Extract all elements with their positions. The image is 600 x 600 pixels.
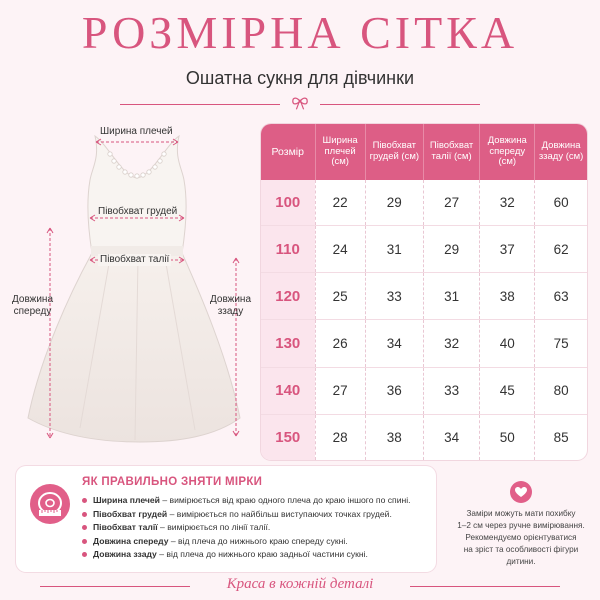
table-cell: 28 [315, 414, 365, 460]
table-cell: 33 [365, 273, 423, 320]
table-cell: 34 [423, 414, 479, 460]
table-row [261, 273, 587, 320]
note-line: Рекомендуємо орієнтуватися [465, 533, 577, 542]
list-item: Півобхват грудей – вимірюється по найбільш виступаючих точках грудей. [82, 508, 411, 522]
note-line: на зріст та особливості фігури [463, 545, 579, 554]
table-cell: 85 [553, 429, 569, 445]
note-line: 1–2 см через ручне вимірювання. [457, 521, 585, 530]
list-item: Довжина спереду – від плеча до нижнього краю спереду сукні. [82, 535, 411, 549]
label-shoulders: Ширина плечей [100, 126, 173, 137]
table-cell: 80 [535, 367, 587, 414]
label-front-length: Довжина спереду [12, 294, 54, 317]
header-shoulders: Ширина плечей (см) [315, 124, 365, 180]
measurement-note [446, 480, 596, 568]
header-waist: Півобхват талії (см) [423, 124, 479, 180]
table-cell: 27 [423, 180, 479, 226]
table-cell: 45 [480, 367, 535, 414]
table-row [261, 320, 587, 367]
list-item: Півобхват талії – вимірюється по лінії талії. [82, 521, 411, 535]
footer [0, 576, 600, 596]
table-cell: 36 [365, 367, 423, 414]
size-cell: 130 [261, 320, 315, 367]
bow-icon [291, 94, 309, 112]
how-to-measure-panel [16, 466, 436, 572]
list-item: Ширина плечей – вимірюється від краю одного плеча до краю іншого по спині. [82, 494, 411, 508]
table-cell: 63 [535, 273, 587, 320]
table-cell: 24 [315, 226, 365, 273]
how-to-list [82, 494, 411, 562]
table-cell: 40 [480, 320, 535, 367]
table-cell: 34 [365, 320, 423, 367]
header-chest: Півобхват грудей (см) [365, 124, 423, 180]
table-row [261, 367, 587, 414]
table-row [261, 414, 587, 460]
table-cell: 33 [423, 367, 479, 414]
size-cell: 110 [261, 226, 315, 273]
title-divider [120, 98, 480, 112]
table-cell: 22 [315, 180, 365, 226]
page-title: РОЗМІРНА СІТКА [81, 7, 519, 58]
table-cell: 29 [423, 226, 479, 273]
label-back-length: Довжина ззаду [210, 294, 252, 317]
measuring-tape-icon [30, 484, 70, 524]
label-chest: Півобхват грудей [98, 206, 178, 217]
table-header-row [261, 124, 587, 180]
table-cell: 25 [315, 273, 365, 320]
size-cell: 150 [261, 414, 315, 460]
table-row [261, 226, 587, 273]
footer-tagline: Краса в кожній деталі [226, 576, 374, 592]
table-cell: 37 [480, 226, 535, 273]
list-item: Довжина ззаду – від плеча до нижнього краю задньої частини сукні. [82, 548, 411, 562]
header-back-length: Довжина ззаду (см) [535, 124, 587, 180]
table-cell: 38 [365, 414, 423, 460]
table-cell: 29 [365, 180, 423, 226]
table-cell: 32 [480, 180, 535, 226]
table-cell: 31 [365, 226, 423, 273]
table-cell: 50 [480, 414, 535, 460]
table-cell: 75 [535, 320, 587, 367]
table-cell: 62 [535, 226, 587, 273]
header-front-length: Довжина спереду (см) [480, 124, 535, 180]
size-cell: 140 [261, 367, 315, 414]
size-cell: 100 [261, 180, 315, 226]
size-cell: 120 [261, 273, 315, 320]
table-cell: 26 [315, 320, 365, 367]
note-line: Заміри можуть мати похибку [466, 509, 576, 518]
note-line: дитини. [506, 557, 536, 566]
label-waist: Півобхват талії [100, 254, 170, 265]
dress-illustration [0, 118, 262, 463]
table-cell: 31 [423, 273, 479, 320]
heart-icon [509, 480, 533, 504]
table-cell: 60 [535, 180, 587, 226]
header-size: Розмір [261, 124, 315, 180]
table-cell: 38 [480, 273, 535, 320]
table-cell: 32 [423, 320, 479, 367]
table-cell: 27 [315, 367, 365, 414]
table-row [261, 180, 587, 226]
size-table [261, 124, 587, 460]
how-to-title: ЯК ПРАВИЛЬНО ЗНЯТИ МІРКИ [82, 476, 263, 488]
page-subtitle: Ошатна сукня для дівчинки [185, 68, 415, 88]
